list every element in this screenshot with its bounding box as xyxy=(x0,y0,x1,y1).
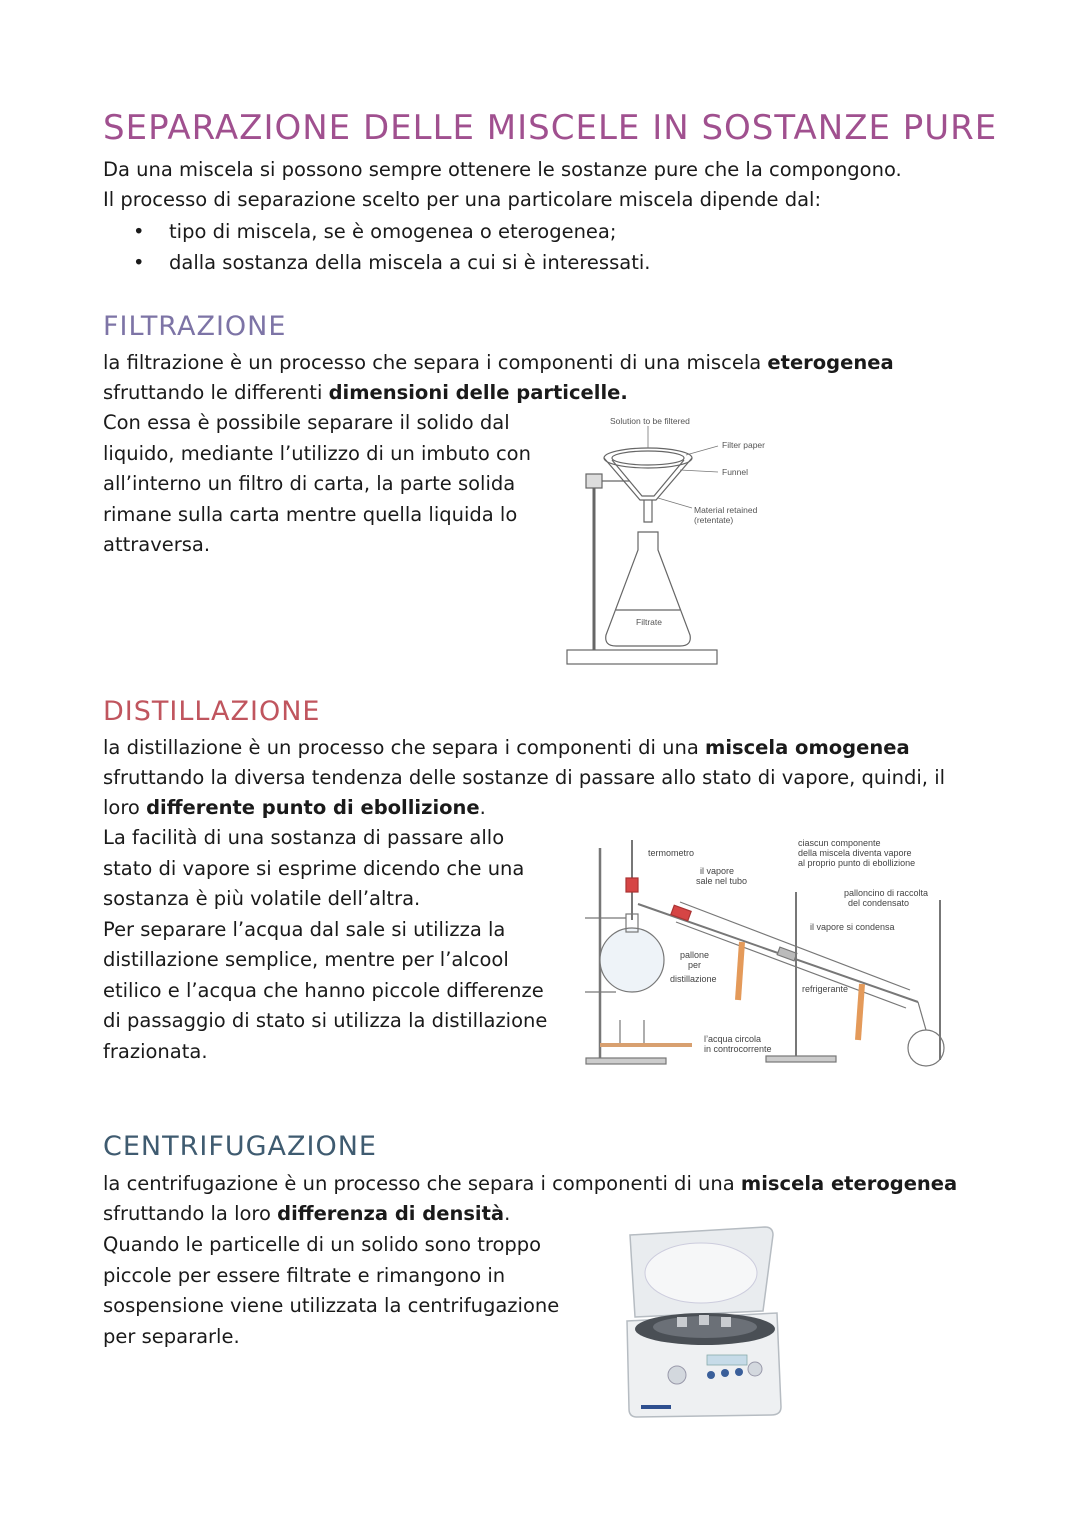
text-line: piccole per essere filtrate e rimangono in xyxy=(103,1263,506,1287)
text-line: distillazione semplice, mentre per l’alcool xyxy=(103,948,509,971)
label-retentate: (retentate) xyxy=(694,515,734,525)
centrifugazione-paragraph-line-1 xyxy=(103,1169,957,1200)
label-ciascun-2: della miscela diventa vapore xyxy=(798,848,912,858)
section-heading-centrifugazione: CENTRIFUGAZIONE xyxy=(103,1131,377,1162)
text-line: liquido, mediante l’utilizzo di un imbuto con xyxy=(103,441,531,465)
label-refrigerante: refrigerante xyxy=(802,984,849,994)
text-span: loro xyxy=(103,796,147,819)
text-line: frazionata. xyxy=(103,1039,208,1063)
text-line: Quando le particelle di un solido sono troppo xyxy=(103,1233,542,1256)
label-pallone-1: pallone xyxy=(680,950,710,960)
centrifuge-image xyxy=(615,1225,790,1420)
text-line: Per separare l’acqua dal sale si utilizza la xyxy=(103,917,506,941)
label-acqua-1: l’acqua circola xyxy=(704,1034,762,1044)
label-material-retained: Material retained xyxy=(694,505,758,515)
text-line: sospensione viene utilizzata la centrifugazione xyxy=(103,1294,560,1317)
distillazione-description xyxy=(103,823,547,1067)
distillation-apparatus-figure xyxy=(580,830,970,1075)
label-acqua-2: in controcorrente xyxy=(704,1044,772,1054)
text-line: sostanza è più volatile dell’altra. xyxy=(103,887,421,910)
section-heading-distillazione: DISTILLAZIONE xyxy=(103,696,321,727)
label-vapore-2: sale nel tubo xyxy=(696,876,748,886)
intro-line-1: Da una miscela si possono sempre ottenere le sostanze pure che la compongono. xyxy=(103,158,902,181)
centrifugazione-paragraph-line-2 xyxy=(103,1199,510,1230)
filtration-apparatus-figure xyxy=(560,410,790,670)
intro-line-2: Il processo di separazione scelto per una particolare miscela dipende dal: xyxy=(103,188,822,211)
bold-term: miscela eterogenea xyxy=(740,1172,958,1195)
label-ciascun-1: ciascun componente xyxy=(798,838,881,848)
text-line: stato di vapore si esprime dicendo che una xyxy=(103,856,525,880)
label-vapore-1: il vapore xyxy=(700,866,735,876)
page-title: SEPARAZIONE DELLE MISCELE IN SOSTANZE PURE xyxy=(103,108,998,148)
list-item: • tipo di miscela, se è omogenea o eterogenea; xyxy=(103,216,650,247)
text-span: sfruttando la loro xyxy=(103,1202,278,1225)
distillazione-paragraph-line-2: sfruttando la diversa tendenza delle sostanze di passare allo stato di vapore, quindi, il xyxy=(103,766,946,789)
text-line: Con essa è possibile separare il solido dal xyxy=(103,411,510,434)
bold-term: eterogenea xyxy=(767,351,894,374)
text-line: all’interno un filtro di carta, la parte solida xyxy=(103,472,516,495)
label-ciascun-3: al proprio punto di ebollizione xyxy=(798,858,916,868)
label-vapore-condensa: il vapore si condensa xyxy=(810,922,895,932)
text-line: per separarle. xyxy=(103,1324,240,1348)
stand-base xyxy=(567,650,717,664)
label-palloncino-1: palloncino di raccolta xyxy=(844,888,929,898)
bold-term: differenza di densità xyxy=(277,1202,505,1225)
text-span: sfruttando le differenti xyxy=(103,381,329,404)
bold-term: miscela omogenea xyxy=(705,736,910,759)
label-solution: Solution to be filtered xyxy=(610,416,690,426)
text-span: la distillazione è un processo che separa i componenti di una xyxy=(103,736,706,759)
label-palloncino-2: del condensato xyxy=(848,898,910,908)
label-funnel: Funnel xyxy=(722,467,748,477)
filtrazione-paragraph-line-1 xyxy=(103,348,894,379)
label-termometro: termometro xyxy=(648,848,695,858)
bold-term: differente punto di ebollizione xyxy=(146,796,480,819)
text-line: attraversa. xyxy=(103,533,211,556)
text-line: etilico e l’acqua che hanno piccole differenze xyxy=(103,978,544,1002)
filtrazione-description xyxy=(103,408,531,561)
label-pallone-3: distillazione xyxy=(670,974,717,984)
text-line: di passaggio di stato si utilizza la distillazione xyxy=(103,1009,548,1032)
list-item: • dalla sostanza della miscela a cui si è interessati. xyxy=(103,247,650,278)
bold-term: dimensioni delle particelle. xyxy=(328,381,628,404)
text-line: rimane sulla carta mentre quella liquida lo xyxy=(103,502,518,526)
text-span: . xyxy=(479,796,486,819)
text-span: la filtrazione è un processo che separa i componenti di una miscela xyxy=(103,351,768,374)
text-span: la centrifugazione è un processo che separa i componenti di una xyxy=(103,1172,741,1195)
label-filtrate: Filtrate xyxy=(636,617,662,627)
distillazione-paragraph-line-1 xyxy=(103,733,910,764)
text-span: . xyxy=(504,1202,511,1225)
filtrazione-paragraph-line-2 xyxy=(103,378,628,409)
label-filter-paper: Filter paper xyxy=(722,440,765,450)
text-line: La facilità di una sostanza di passare allo xyxy=(103,826,505,849)
section-heading-filtrazione: FILTRAZIONE xyxy=(103,311,287,342)
intro-bullet-list xyxy=(103,216,650,278)
label-pallone-2: per xyxy=(688,960,702,970)
distillazione-paragraph-line-3 xyxy=(103,793,486,824)
centrifugazione-description xyxy=(103,1230,559,1352)
